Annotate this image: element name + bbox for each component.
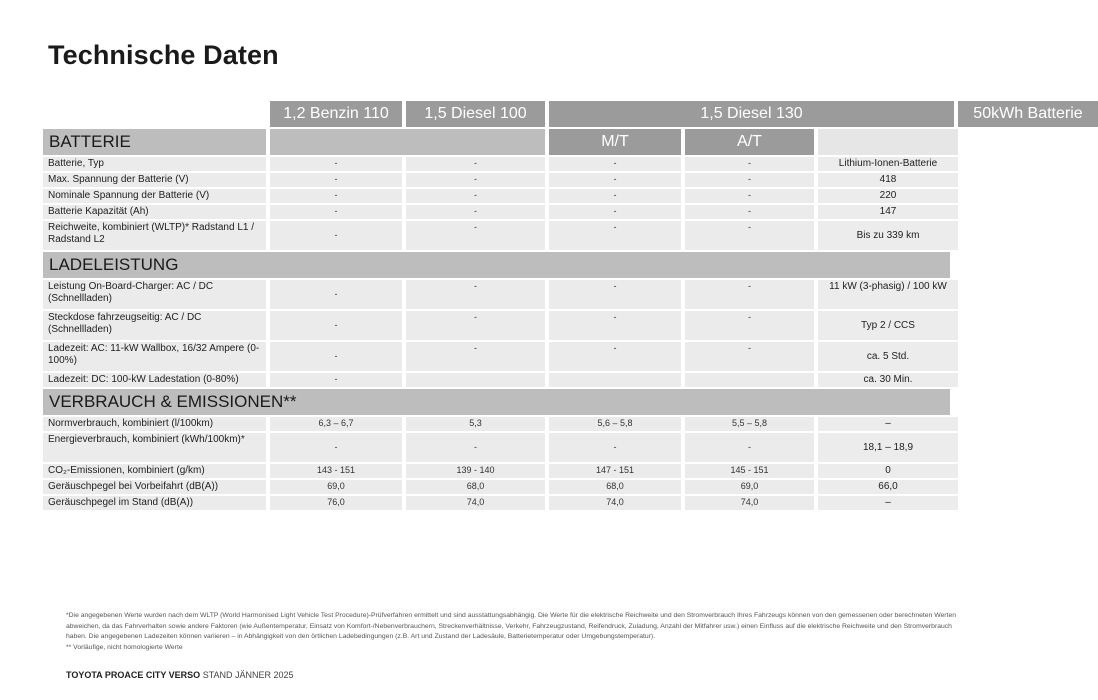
cell-value: 69,0 [685, 480, 814, 494]
cell-value [685, 373, 814, 387]
cell-value: - [685, 157, 814, 171]
cell-value: - [270, 205, 402, 219]
cell-value: ca. 5 Std. [818, 342, 958, 371]
row-label: Ladezeit: DC: 100-kW Ladestation (0-80%) [43, 373, 266, 387]
cell-value: - [406, 280, 545, 309]
row-label: Nominale Spannung der Batterie (V) [43, 189, 266, 203]
header-benzin-110: 1,2 Benzin 110 [270, 101, 402, 127]
cell-value: - [685, 311, 814, 340]
cell-value: - [549, 157, 681, 171]
footnotes [66, 611, 956, 653]
cell-value: - [406, 342, 545, 371]
cell-value: - [270, 280, 402, 309]
cell-value: 5,6 – 5,8 [549, 417, 681, 431]
row-label: Reichweite, kombiniert (WLTP)* Radstand L1 / Radstand L2 [43, 221, 266, 250]
cell-value: 68,0 [406, 480, 545, 494]
footer-brand: TOYOTA PROACE CITY VERSO [66, 670, 201, 680]
page-title: Technische Daten [48, 40, 279, 70]
cell-value: - [685, 342, 814, 371]
cell-value: 18,1 – 18,9 [818, 433, 958, 462]
cell-value: - [270, 173, 402, 187]
cell-value: 68,0 [549, 480, 681, 494]
row-label: Geräuschpegel bei Vorbeifahrt (dB(A)) [43, 480, 266, 494]
table-row [43, 280, 950, 309]
cell-value: 11 kW (3-phasig) / 100 kW [818, 280, 958, 309]
footnote-preliminary: ** Vorläufige, nicht homologierte Werte [66, 643, 183, 651]
footnote-wltp: *Die angegebenen Werte wurden nach dem WLTP (World Harmonised Light Vehicle Test Procedure)-Prüfverfahren ermittelt und sind ausstattungsabhängig. Die Werte für die elektrische Reichweite und den Stromverbrauch Ihres Fahrzeugs können von den gemessenen oder berechneten Werten abweichen, da das Fahrverhalten sowie andere Faktoren (wie Außentemperatur, Einsatz von Komfort-/Nebenverbrauchern, Streckenverhältnisse, Verkehr, Fahrzeugzustand, Reifendruck, Zuladung, Anzahl der Mitfahrer usw.) einen Einfluss auf die elektrische Reichweite und den Stromverbrauch haben. Die angegebenen Ladezeiten können variieren – in Abhängigkeit von den örtlichen Ladebedingungen (z.B. Art und Zustand der Ladesäule, Batterietemperatur oder Umgebungstemperatur). [66, 612, 957, 641]
cell-value: - [406, 189, 545, 203]
cell-value: 147 - 151 [549, 464, 681, 478]
cell-value: - [685, 433, 814, 462]
cell-value: 74,0 [406, 496, 545, 510]
cell-value [406, 373, 545, 387]
table-row [43, 496, 950, 510]
row-label: Energieverbrauch, kombiniert (kWh/100km)* [43, 433, 266, 462]
section-title: BATTERIE [43, 129, 266, 155]
section-fill [818, 129, 958, 155]
table-row [43, 311, 950, 340]
cell-value: Lithium-Ionen-Batterie [818, 157, 958, 171]
cell-value: – [818, 417, 958, 431]
cell-value: - [406, 173, 545, 187]
cell-value: 6,3 – 6,7 [270, 417, 402, 431]
table-row [43, 173, 950, 187]
cell-value: Bis zu 339 km [818, 221, 958, 250]
cell-value: 0 [818, 464, 958, 478]
header-batterie: 50kWh Batterie [958, 101, 1098, 127]
table-row [43, 205, 950, 219]
table-row [43, 373, 950, 387]
cell-value: - [685, 280, 814, 309]
section-fill [270, 129, 545, 155]
table-row [43, 480, 950, 494]
cell-value: 74,0 [549, 496, 681, 510]
row-label: Leistung On-Board-Charger: AC / DC (Schnellladen) [43, 280, 266, 309]
table-row [43, 342, 950, 371]
column-header-row [43, 101, 1083, 127]
cell-value: - [270, 189, 402, 203]
table-row [43, 433, 950, 462]
section-batterie [43, 129, 950, 155]
row-label: Ladezeit: AC: 11-kW Wallbox, 16/32 Ampere (0-100%) [43, 342, 266, 371]
cell-value: 5,3 [406, 417, 545, 431]
cell-value [549, 373, 681, 387]
cell-value: - [406, 433, 545, 462]
cell-value: ca. 30 Min. [818, 373, 958, 387]
row-label: CO₂-Emissionen, kombiniert (g/km) [43, 464, 266, 478]
cell-value: - [549, 280, 681, 309]
cell-value: - [549, 221, 681, 250]
row-label: Geräuschpegel im Stand (dB(A)) [43, 496, 266, 510]
cell-value: - [685, 221, 814, 250]
cell-value: - [406, 205, 545, 219]
section-ladeleistung: LADELEISTUNG [43, 252, 950, 278]
cell-value: - [406, 221, 545, 250]
cell-value: - [685, 189, 814, 203]
row-label: Batterie Kapazität (Ah) [43, 205, 266, 219]
cell-value: - [270, 221, 402, 250]
cell-value: - [549, 311, 681, 340]
cell-value: - [270, 157, 402, 171]
cell-value: 74,0 [685, 496, 814, 510]
row-label: Max. Spannung der Batterie (V) [43, 173, 266, 187]
table-row [43, 464, 950, 478]
row-label: Batterie, Typ [43, 157, 266, 171]
cell-value: 139 - 140 [406, 464, 545, 478]
row-label: Normverbrauch, kombiniert (l/100km) [43, 417, 266, 431]
header-spacer [43, 101, 266, 127]
cell-value: 220 [818, 189, 958, 203]
cell-value: - [549, 205, 681, 219]
cell-value: - [406, 311, 545, 340]
cell-value: 76,0 [270, 496, 402, 510]
cell-value: - [685, 205, 814, 219]
cell-value: - [549, 433, 681, 462]
cell-value: - [270, 373, 402, 387]
cell-value: Typ 2 / CCS [818, 311, 958, 340]
cell-value: 145 - 151 [685, 464, 814, 478]
table-row [43, 417, 950, 431]
subheader-mt: M/T [549, 129, 681, 155]
cell-value: - [270, 311, 402, 340]
cell-value: 5,5 – 5,8 [685, 417, 814, 431]
cell-value: 69,0 [270, 480, 402, 494]
page-footer [66, 670, 294, 680]
cell-value: 66,0 [818, 480, 958, 494]
cell-value: 143 - 151 [270, 464, 402, 478]
specs-table [43, 101, 1083, 512]
cell-value: 147 [818, 205, 958, 219]
cell-value: - [270, 433, 402, 462]
cell-value: – [818, 496, 958, 510]
footer-status: STAND JÄNNER 2025 [200, 670, 294, 680]
row-label: Steckdose fahrzeugseitig: AC / DC (Schnellladen) [43, 311, 266, 340]
cell-value: 418 [818, 173, 958, 187]
header-diesel-130: 1,5 Diesel 130 [549, 101, 954, 127]
header-diesel-100: 1,5 Diesel 100 [406, 101, 545, 127]
cell-value: - [549, 342, 681, 371]
cell-value: - [685, 173, 814, 187]
table-row [43, 189, 950, 203]
table-row [43, 221, 950, 250]
cell-value: - [549, 189, 681, 203]
cell-value: - [270, 342, 402, 371]
cell-value: - [549, 173, 681, 187]
table-row [43, 157, 950, 171]
cell-value: - [406, 157, 545, 171]
subheader-at: A/T [685, 129, 814, 155]
section-verbrauch-emissionen: VERBRAUCH & EMISSIONEN** [43, 389, 950, 415]
